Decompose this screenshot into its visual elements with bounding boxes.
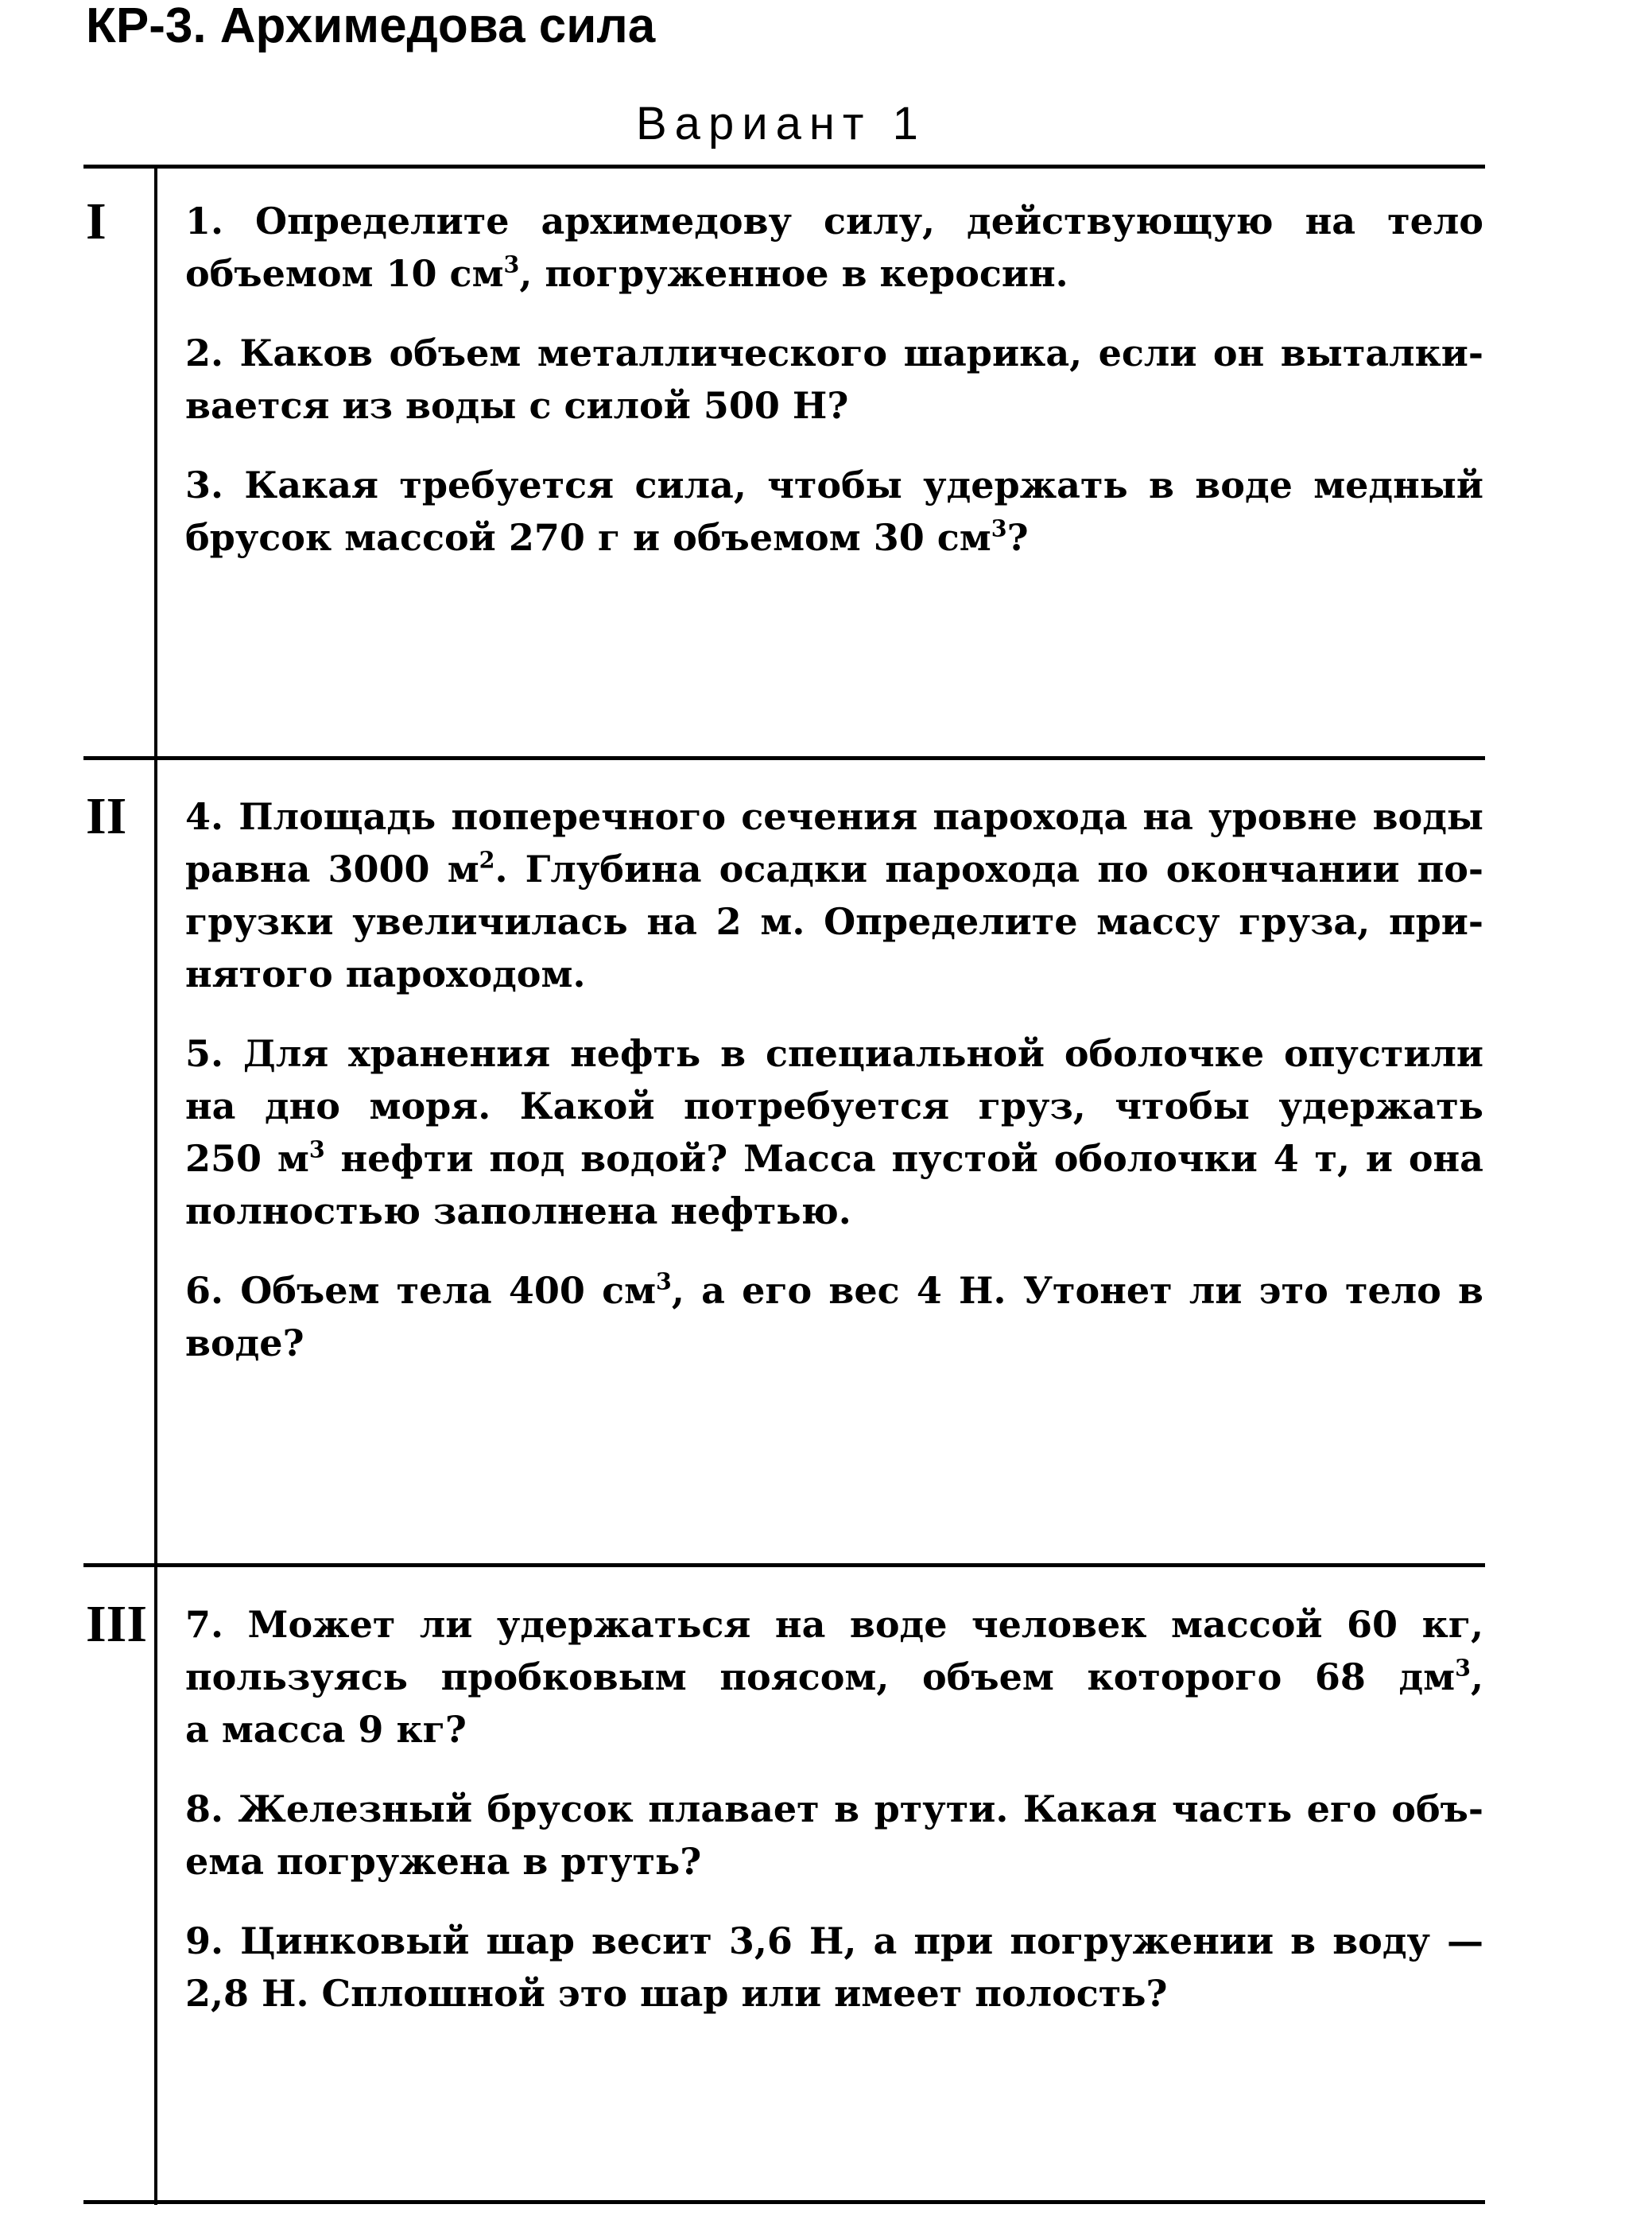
superscript-exponent: 3 [308, 1135, 325, 1163]
task-number: 1. [185, 200, 224, 243]
task-9 [185, 1915, 1483, 2020]
column-divider [154, 165, 157, 2205]
task-line [185, 379, 1483, 432]
task-number: 5. [185, 1032, 224, 1075]
task-text: Цинковый шар весит 3,6 Н, а при погружении в воду — [223, 1919, 1483, 1962]
task-text: ? [1006, 516, 1029, 559]
superscript-exponent: 3 [503, 250, 520, 278]
task-line [185, 895, 1483, 948]
superscript-exponent: 3 [1455, 1654, 1471, 1682]
task-line [185, 843, 1483, 895]
row-label-level-1: I [86, 192, 107, 250]
row-body-level-1 [185, 195, 1483, 591]
task-line [185, 1317, 1483, 1369]
task-text: Железный брусок плавает в ртути. Какая часть его объ- [223, 1787, 1483, 1830]
task-text: на дно моря. Какой потребуется груз, чтобы удержать [185, 1085, 1483, 1127]
task-number: 2. [185, 332, 224, 375]
task-number: 8. [185, 1787, 224, 1830]
task-number: 4. [185, 795, 224, 838]
task-text: пользуясь пробковым поясом, объем которого 68 дм [185, 1655, 1456, 1698]
task-8 [185, 1783, 1483, 1888]
task-line [185, 247, 1483, 300]
task-text: нефти под водой? Масса пустой оболочки 4 т, и она [324, 1137, 1483, 1180]
table-top-rule [83, 165, 1485, 169]
task-number: 3. [185, 464, 224, 506]
task-line [185, 1080, 1483, 1132]
task-line [185, 195, 1483, 247]
task-text: , погруженное в керосин. [519, 252, 1068, 295]
task-6 [185, 1264, 1483, 1369]
task-5 [185, 1027, 1483, 1237]
task-text: , [1470, 1655, 1483, 1698]
page-title: КР-3. Архимедова сила [86, 0, 656, 53]
superscript-exponent: 3 [656, 1267, 672, 1295]
task-line [185, 790, 1483, 843]
row-body-level-3 [185, 1598, 1483, 2047]
task-number: 7. [185, 1603, 224, 1646]
superscript-exponent: 2 [479, 846, 495, 874]
task-line [185, 1703, 1483, 1756]
task-number: 9. [185, 1919, 224, 1962]
task-text: Для хранения нефть в специальной оболочке опустили [223, 1032, 1483, 1075]
task-7 [185, 1598, 1483, 1756]
task-text: полностью заполнена нефтью. [185, 1189, 851, 1232]
variant-heading: Вариант 1 [636, 98, 926, 149]
task-text: а масса 9 кг? [185, 1708, 467, 1751]
task-line [185, 327, 1483, 379]
task-text: Каков объем металлического шарика, если он выталки- [223, 332, 1483, 375]
task-text: брусок массой 270 г и объемом 30 см [185, 516, 991, 559]
task-text: 250 м [185, 1137, 309, 1180]
task-text: грузки увеличилась на 2 м. Определите массу груза, при- [185, 900, 1483, 943]
row-divider-1 [83, 756, 1485, 760]
task-line [185, 511, 1483, 564]
task-1 [185, 195, 1483, 300]
task-line [185, 1027, 1483, 1080]
task-text: нятого пароходом. [185, 953, 586, 995]
task-text: Может ли удержаться на воде человек массой 60 кг, [223, 1603, 1483, 1646]
task-3 [185, 459, 1483, 564]
task-line [185, 1835, 1483, 1888]
row-divider-2 [83, 1563, 1485, 1567]
task-4 [185, 790, 1483, 1000]
task-line [185, 1185, 1483, 1237]
task-text: ема погружена в ртуть? [185, 1840, 702, 1883]
table-bottom-rule [83, 2200, 1485, 2204]
task-text: . Глубина осадки парохода по окончании по- [494, 848, 1484, 891]
task-line [185, 1651, 1483, 1703]
task-text: Объем тела 400 см [223, 1269, 657, 1312]
task-text: Определите архимедову силу, действующую на тело [223, 200, 1483, 243]
task-line [185, 1264, 1483, 1317]
task-line [185, 1783, 1483, 1835]
task-text: равна 3000 м [185, 848, 479, 891]
task-text: , а его вес 4 Н. Утонет ли это тело в [671, 1269, 1483, 1312]
row-body-level-2 [185, 790, 1483, 1396]
task-line [185, 1967, 1483, 2020]
task-text: 2,8 Н. Сплошной это шар или имеет полость? [185, 1972, 1168, 2015]
task-2 [185, 327, 1483, 432]
superscript-exponent: 3 [991, 514, 1007, 542]
task-number: 6. [185, 1269, 224, 1312]
task-text: Площадь поперечного сечения парохода на уровне воды [223, 795, 1483, 838]
row-label-level-3: III [86, 1595, 148, 1653]
task-line [185, 1132, 1483, 1185]
task-line [185, 1915, 1483, 1967]
task-text: Какая требуется сила, чтобы удержать в воде медный [223, 464, 1483, 506]
task-line [185, 948, 1483, 1000]
row-label-level-2: II [86, 787, 127, 845]
task-text: объемом 10 см [185, 252, 504, 295]
task-line [185, 459, 1483, 511]
task-line [185, 1598, 1483, 1651]
task-text: вается из воды с силой 500 Н? [185, 384, 849, 427]
task-text: воде? [185, 1321, 304, 1364]
